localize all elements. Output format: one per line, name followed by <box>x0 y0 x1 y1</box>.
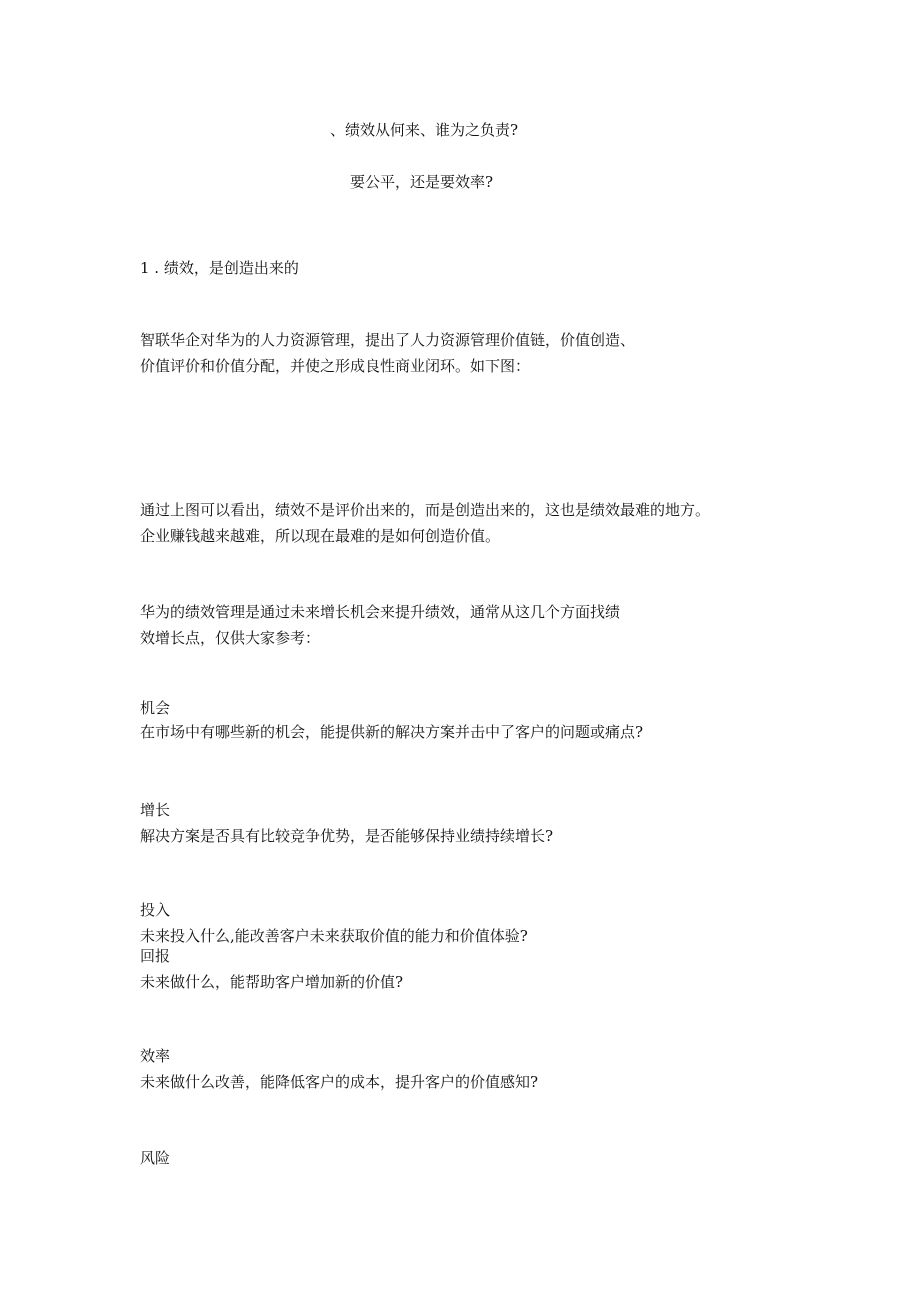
item-heading-opportunity: 机会 <box>140 699 171 717</box>
paragraph-3-line-1: 华为的绩效管理是通过未来增长机会来提升绩效，通常从这几个方面找绩 <box>140 603 621 621</box>
item-text-opportunity: 在市场中有哪些新的机会，能提供新的解决方案并击中了客户的问题或痛点? <box>140 723 644 741</box>
item-heading-return: 回报 <box>140 947 171 965</box>
paragraph-2-line-2: 企业赚钱越来越难，所以现在最难的是如何创造价值。 <box>140 527 501 545</box>
item-text-investment: 未来投入什么,能改善客户未来获取价值的能力和价值体验? <box>140 927 528 945</box>
item-text-return: 未来做什么，能帮助客户增加新的价值? <box>140 973 404 991</box>
item-heading-risk: 风险 <box>140 1149 171 1167</box>
item-heading-growth: 增长 <box>140 801 171 819</box>
document-subtitle: 要公平，还是要效率? <box>350 173 494 191</box>
paragraph-3-line-2: 效增长点，仅供大家参考： <box>140 629 321 647</box>
item-text-efficiency: 未来做什么改善，能降低客户的成本，提升客户的价值感知? <box>140 1073 539 1091</box>
item-text-growth: 解决方案是否具有比较竞争优势，是否能够保持业绩持续增长? <box>140 827 554 845</box>
document-title: 、绩效从何来、谁为之负责? <box>330 121 519 139</box>
section-heading: 1 . 绩效，是创造出来的 <box>140 259 299 277</box>
item-heading-investment: 投入 <box>140 901 171 919</box>
paragraph-2-line-1: 通过上图可以看出，绩效不是评价出来的，而是创造出来的，这也是绩效最难的地方。 <box>140 501 711 519</box>
paragraph-1-line-2: 价值评价和价值分配，并使之形成良性商业闭环。如下图： <box>140 357 531 375</box>
paragraph-1-line-1: 智联华企对华为的人力资源管理，提出了人力资源管理价值链，价值创造、 <box>140 331 636 349</box>
item-heading-efficiency: 效率 <box>140 1047 171 1065</box>
